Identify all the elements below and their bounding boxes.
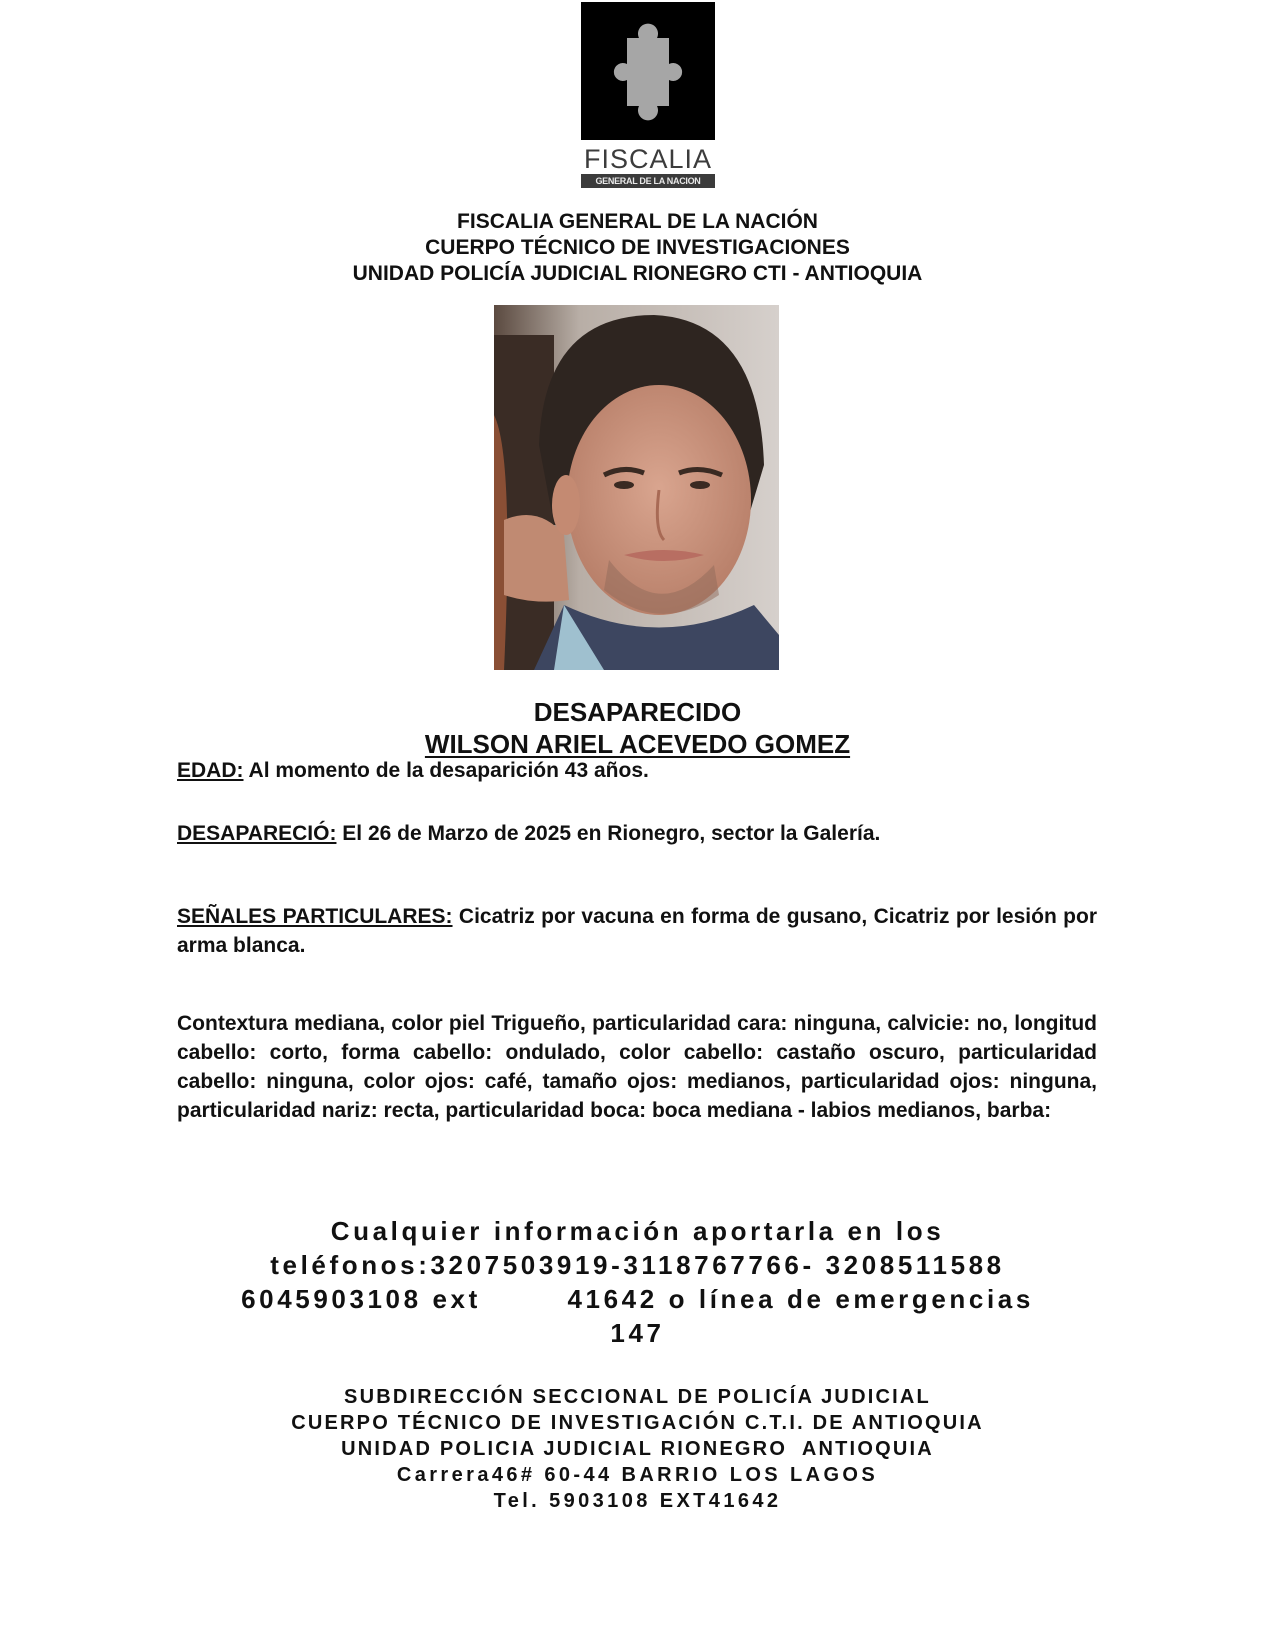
footer-line: SUBDIRECCIÓN SECCIONAL DE POLICÍA JUDICIAL — [344, 1386, 931, 1408]
footer-line: UNIDAD POLICIA JUDICIAL RIONEGRO ANTIOQUIA — [341, 1438, 934, 1460]
header-line: UNIDAD POLICÍA JUDICIAL RIONEGRO CTI - ANTIOQUIA — [352, 262, 923, 285]
contact-line: Cualquier información aportarla en los — [330, 1216, 945, 1246]
physical-description: Contextura mediana, color piel Trigueño, particularidad cara: ninguna, calvicie: no, longitud cabello: corto, forma cabello: ondulado, color cabello: castaño oscuro, particularidad cabello: ninguna, color ojos: café, tamaño ojos: medianos, particularidad ojos: ninguna, particularidad nariz: recta, particularidad boca: boca mediana - labios medianos, barba: — [177, 1012, 1097, 1122]
fiscalia-logo — [581, 2, 715, 188]
header-line: CUERPO TÉCNICO DE INVESTIGACIONES — [425, 236, 850, 259]
footer-address — [0, 1384, 1275, 1514]
contact-phones: teléfonos:3207503919-3118767766- 3208511588 — [270, 1250, 1005, 1280]
puzzle-piece-icon — [581, 2, 715, 140]
logo-wordmark: FISCALIA — [583, 144, 713, 174]
status-heading: DESAPARECIDO — [533, 697, 742, 727]
missing-person-photo — [494, 305, 779, 670]
footer-phone-line: Tel. 5903108 EXT41642 — [493, 1490, 782, 1512]
emergency-number: 147 — [610, 1318, 665, 1348]
contact-line: 6045903108 ext 41642 o línea de emergencias — [241, 1284, 1034, 1314]
agency-header — [0, 209, 1275, 287]
header-line: FISCALIA GENERAL DE LA NACIÓN — [457, 210, 818, 233]
age-label: EDAD: — [177, 759, 244, 782]
contact-info — [150, 1214, 1125, 1350]
marks-label: SEÑALES PARTICULARES: — [177, 905, 453, 928]
age-value: Al momento de la desaparición 43 años. — [243, 759, 649, 782]
disappeared-field — [177, 819, 1097, 848]
footer-address-line: Carrera46# 60-44 BARRIO LOS LAGOS — [396, 1464, 879, 1486]
age-field — [177, 756, 1097, 785]
marks-field — [177, 902, 1097, 960]
disappeared-value: El 26 de Marzo de 2025 en Rionegro, sector la Galería. — [336, 822, 881, 845]
person-name-text: WILSON ARIEL ACEVEDO GOMEZ — [424, 729, 851, 759]
disappeared-label: DESAPARECIÓ: — [177, 822, 337, 845]
marks-value: Cicatriz por vacuna en forma de gusano, Cicatriz por lesión por arma blanca. — [177, 905, 1097, 957]
logo-band-text: GENERAL DE LA NACION — [581, 174, 715, 188]
footer-line: CUERPO TÉCNICO DE INVESTIGACIÓN C.T.I. DE ANTIOQUIA — [291, 1412, 984, 1434]
